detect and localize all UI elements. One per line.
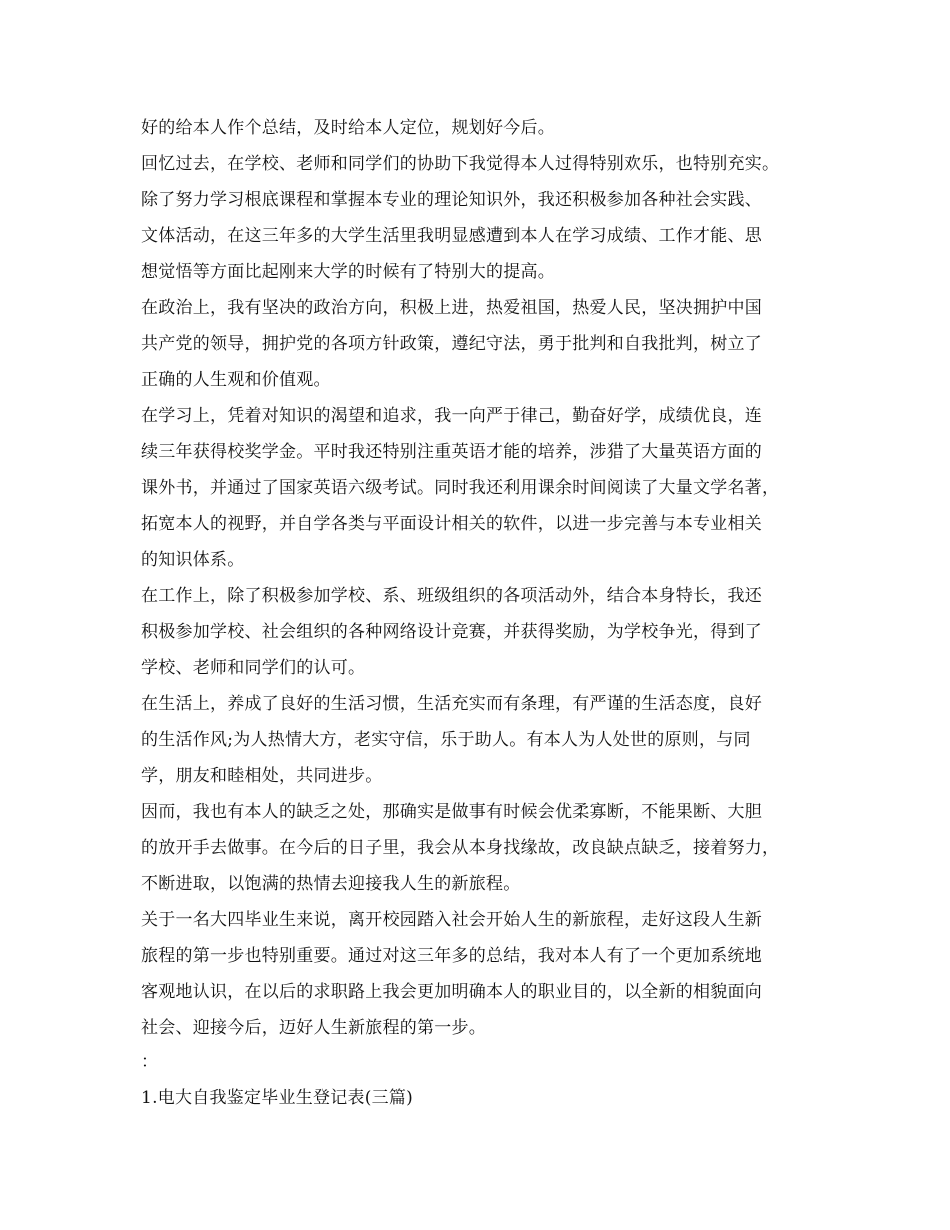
text-line: 想觉悟等方面比起刚来大学的时候有了特别大的提高。	[141, 262, 555, 282]
text-line: 回忆过去，在学校、老师和同学们的协助下我觉得本人过得特别欢乐，也特别充实。	[141, 154, 780, 174]
text-line: 续三年获得校奖学金。平时我还特别注重英语才能的培养，涉猎了大量英语方面的	[141, 442, 762, 462]
text-line: 除了努力学习根底课程和掌握本专业的理论知识外，我还积极参加各种社会实践、	[141, 190, 762, 210]
text-line: 学校、老师和同学们的认可。	[141, 658, 366, 678]
text-line: 共产党的领导，拥护党的各项方针政策，遵纪守法，勇于批判和自我批判，树立了	[141, 334, 762, 354]
text-line: 不断进取，以饱满的热情去迎接我人生的新旅程。	[141, 874, 521, 894]
text-line: 旅程的第一步也特别重要。通过对这三年多的总结，我对本人有了一个更加系统地	[141, 946, 762, 966]
text-line: 好的给本人作个总结，及时给本人定位，规划好今后。	[141, 118, 555, 138]
colon-line: ：	[141, 1052, 159, 1072]
text-line: 在学习上，凭着对知识的渴望和追求，我一向严于律己，勤奋好学，成绩优良，连	[141, 406, 762, 426]
text-line: 关于一名大四毕业生来说，离开校园踏入社会开始人生的新旅程，走好这段人生新	[141, 910, 762, 930]
text-line: 正确的人生观和价值观。	[141, 370, 331, 390]
text-line: 在生活上，养成了良好的生活习惯，生活充实而有条理，有严谨的生活态度，良好	[141, 694, 762, 714]
text-line: 学，朋友和睦相处，共同进步。	[141, 766, 383, 786]
text-line: 客观地认识，在以后的求职路上我会更加明确本人的职业目的，以全新的相貌面向	[141, 982, 762, 1002]
text-line: 在工作上，除了积极参加学校、系、班级组织的各项活动外，结合本身特长，我还	[141, 586, 762, 606]
text-line: 拓宽本人的视野，并自学各类与平面设计相关的软件，以进一步完善与本专业相关	[141, 514, 762, 534]
list-item: 1.电大自我鉴定毕业生登记表(三篇)	[141, 1088, 413, 1108]
text-line: 的放开手去做事。在今后的日子里，我会从本身找缘故，改良缺点缺乏，接着努力，	[141, 838, 780, 858]
text-line: 因而，我也有本人的缺乏之处，那确实是做事有时候会优柔寡断，不能果断、大胆	[141, 802, 762, 822]
text-line: 课外书，并通过了国家英语六级考试。同时我还利用课余时间阅读了大量文学名著，	[141, 478, 780, 498]
text-line: 在政治上，我有坚决的政治方向，积极上进，热爱祖国，热爱人民，坚决拥护中国	[141, 298, 762, 318]
text-line: 社会、迎接今后，迈好人生新旅程的第一步。	[141, 1018, 486, 1038]
text-line: 的知识体系。	[141, 550, 245, 570]
text-line: 积极参加学校、社会组织的各种网络设计竞赛，并获得奖励，为学校争光，得到了	[141, 622, 762, 642]
text-line: 文体活动，在这三年多的大学生活里我明显感遭到本人在学习成绩、工作才能、思	[141, 226, 762, 246]
text-line: 的生活作风;为人热情大方，老实守信，乐于助人。有本人为人处世的原则，与同	[141, 730, 751, 750]
